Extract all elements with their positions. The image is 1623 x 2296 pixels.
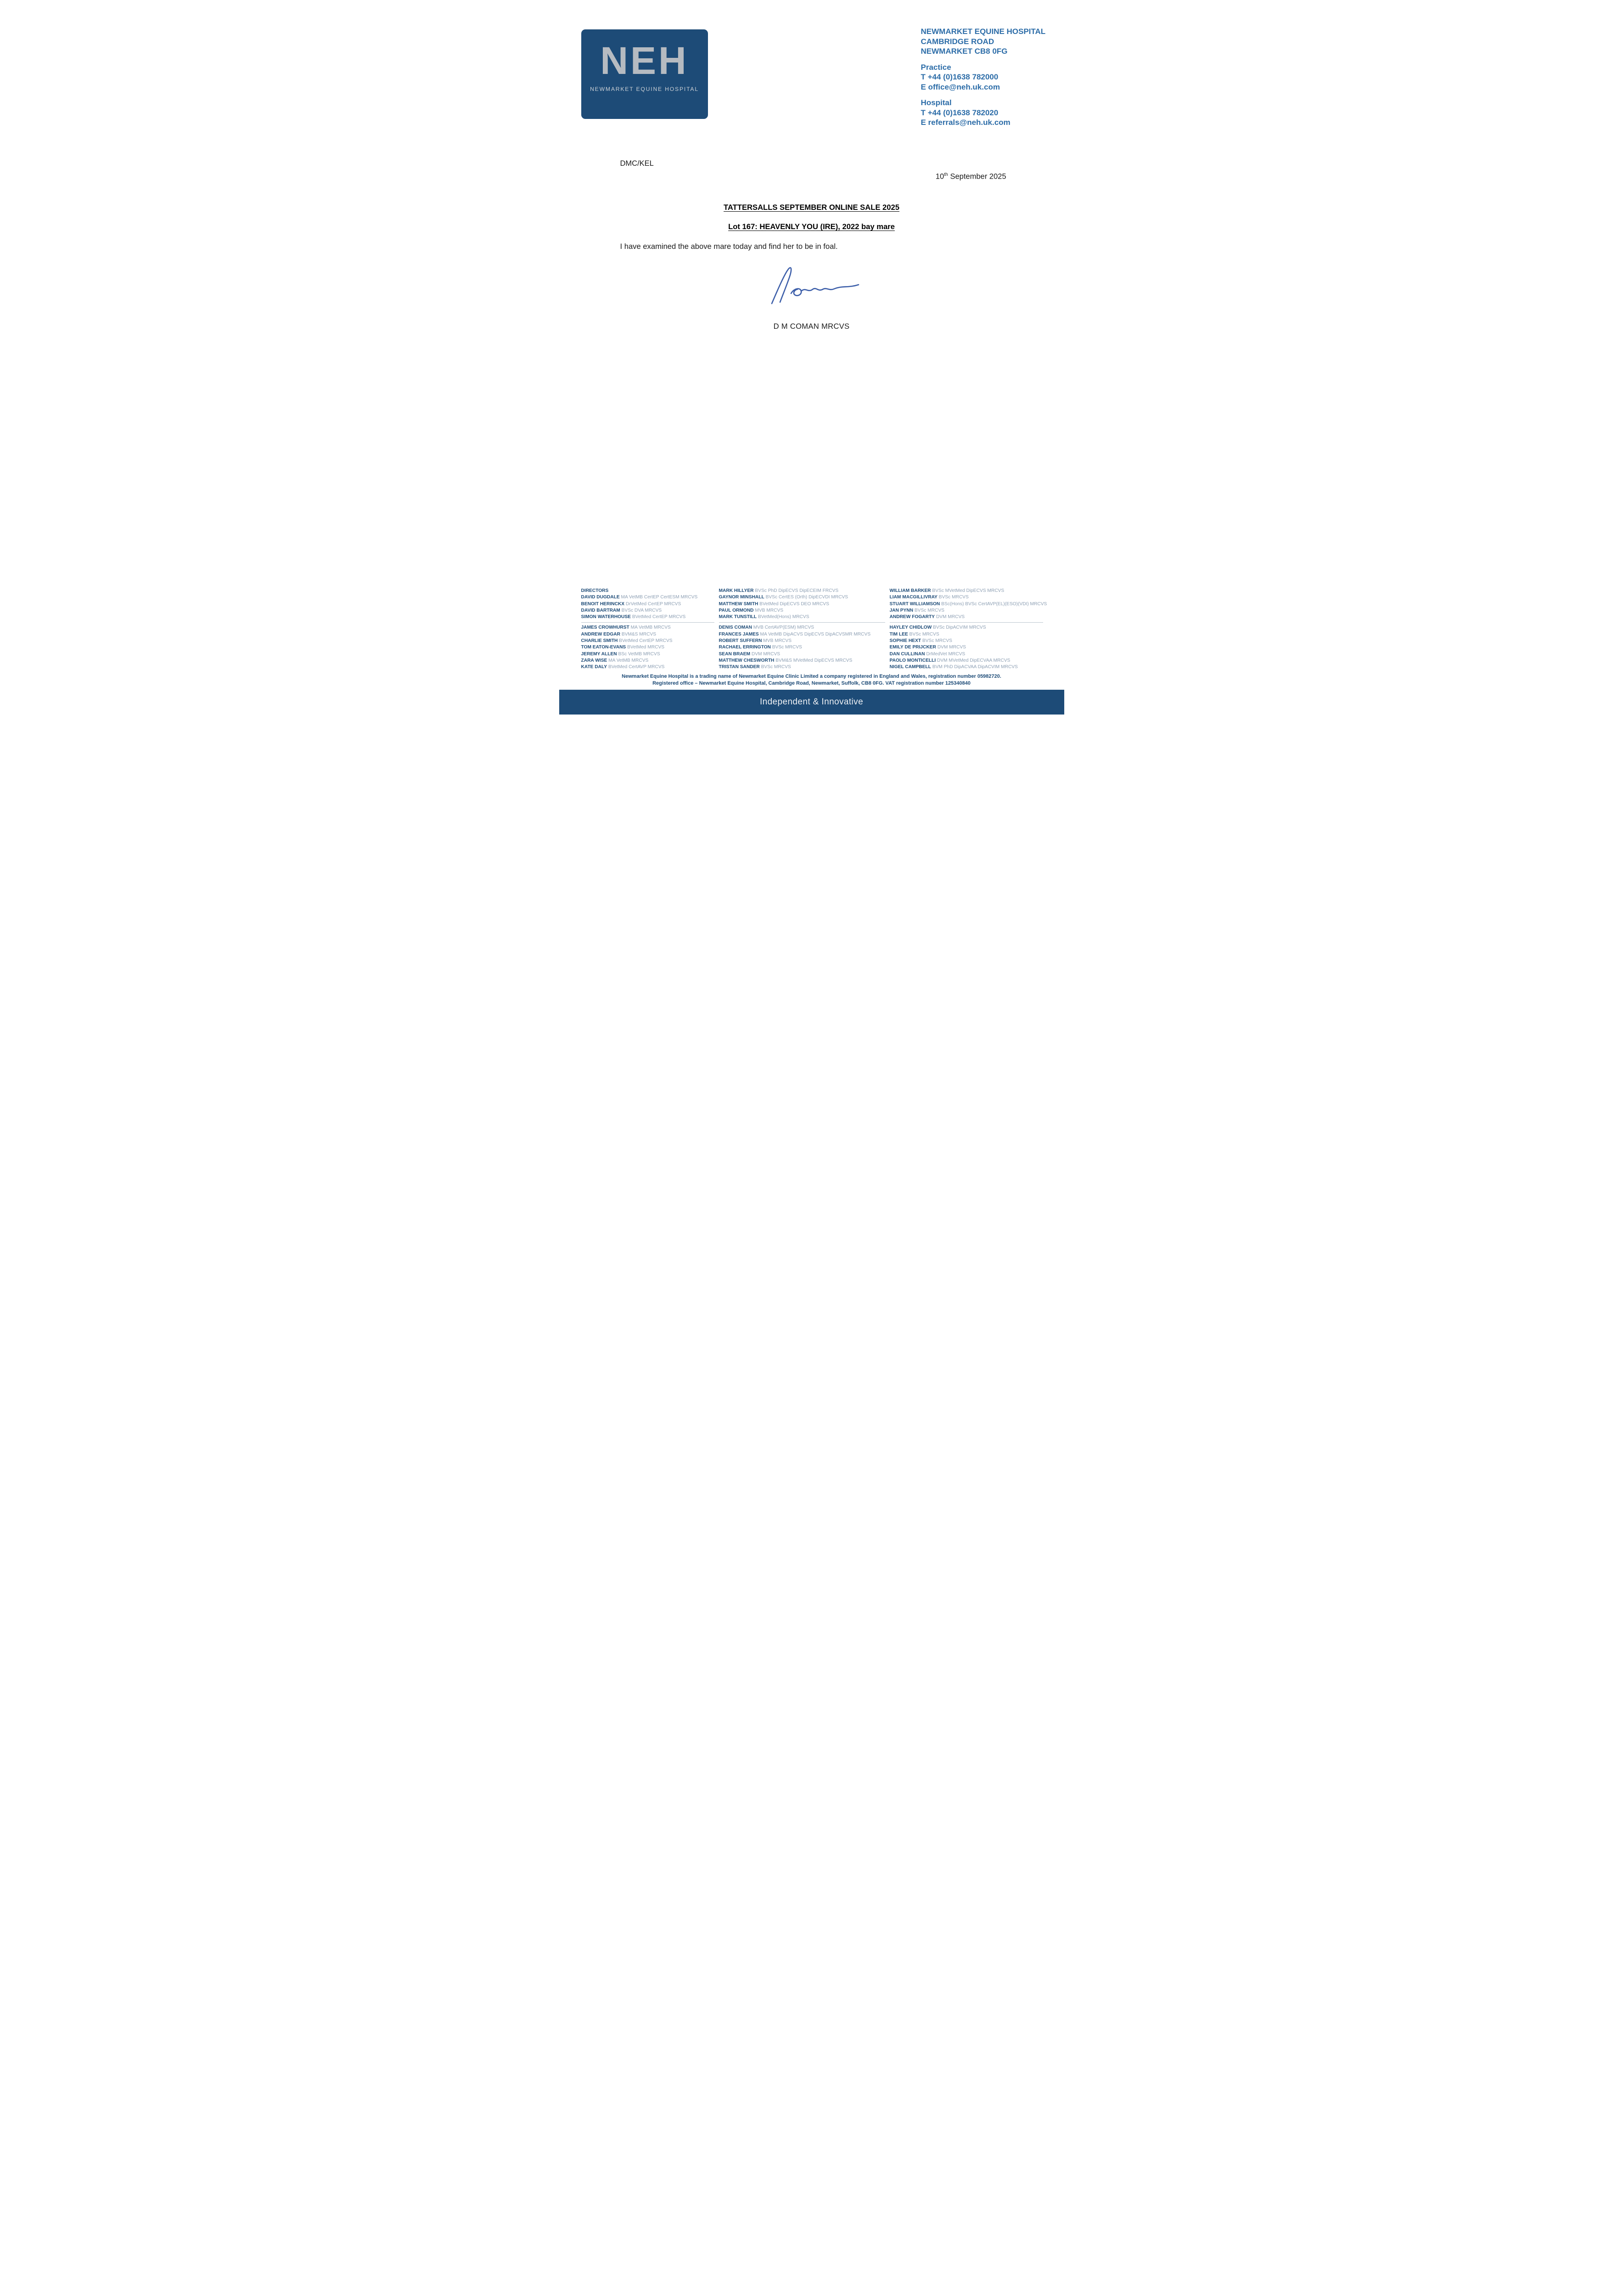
logo-hospital-name: NEWMARKET EQUINE HOSPITAL [590,86,699,92]
director-quals: MVB MRCVS [755,608,784,613]
director-name: NIGEL CAMPBELL [889,664,931,670]
director-entry [581,638,719,644]
director-name: DAVID DUGDALE [581,595,620,600]
director-list [581,625,719,670]
directors-column-2 [719,588,890,671]
director-list [890,625,1048,670]
practice-label: Practice [921,62,951,72]
director-name: LIAM MACGILLIVRAY [889,595,938,600]
director-quals: BVSc MRCVS [938,595,969,600]
directors-column-3 [890,588,1048,671]
director-entry [719,594,890,601]
date-rest: September 2025 [948,172,1006,181]
contact-gap [921,92,1046,98]
directors-heading: DIRECTORS [581,588,609,593]
director-name: MATTHEW CHESWORTH [719,658,775,663]
director-list [581,594,719,620]
director-quals: BVSc DipACVIM MRCVS [933,625,986,630]
letter-date [936,172,1006,181]
director-quals: DVM MRCVS [937,645,966,650]
practice-phone: T +44 (0)1638 782000 [921,73,999,81]
director-quals: DrVetMed CertEP MRCVS [625,601,681,607]
director-entry [581,625,719,631]
director-name: KATE DALY [581,664,607,670]
legal-text [559,673,1064,687]
director-name: TOM EATON-EVANS [581,645,626,650]
director-entry [890,631,1048,638]
director-name: SIMON WATERHOUSE [581,614,631,620]
director-name: MATTHEW SMITH [719,601,758,607]
director-name: SEAN BRAEM [719,651,750,657]
director-quals: BVSc MRCVS [922,638,952,644]
hospital-phone: T +44 (0)1638 782020 [921,108,999,117]
neh-logo [581,29,708,119]
contact-gap [921,56,1046,62]
director-quals: MA VetMB DipACVS DipECVS DipACVSMR MRCVS [760,631,871,637]
director-entry [890,608,1048,614]
director-quals: BSc(Hons) BVSc CertAVP(EL)(ESO)(VDI) MRCVS [941,601,1047,607]
director-name: MARK TUNSTILL [719,614,757,620]
legal-line-2: Registered office – Newmarket Equine Hospital, Cambridge Road, Newmarket, Suffolk, CB8 0FG. VAT registration number 125340840 [652,681,971,686]
director-entry [719,658,890,664]
director-name: PAOLO MONTICELLI [889,658,936,663]
director-entry [890,588,1048,594]
director-name: RACHAEL ERRINGTON [719,645,771,650]
contact-address-line-1: NEWMARKET EQUINE HOSPITAL [921,27,1046,36]
director-quals: DVM MRCVS [936,614,965,620]
director-name: WILLIAM BARKER [889,588,931,593]
director-quals: BVM&S MVetMed DipECVS MRCVS [775,658,853,663]
director-entry [719,625,890,631]
director-entry [719,631,890,638]
director-entry [581,664,719,670]
director-name: GAYNOR MINSHALL [719,595,764,600]
director-quals: MVB MRCVS [763,638,792,644]
director-name: JEREMY ALLEN [581,651,617,657]
director-name: ROBERT SUFFERN [719,638,762,644]
director-quals: BVSc MRCVS [761,664,791,670]
director-quals: BVSc MRCVS [772,645,802,650]
director-entry [890,614,1048,620]
director-entry [890,594,1048,601]
logo-acronym: NEH [600,39,689,82]
director-entry [890,625,1048,631]
directors-column-1 [581,588,719,671]
hospital-email: E referrals@neh.uk.com [921,118,1011,127]
director-quals: BVetMed CertEP MRCVS [632,614,686,620]
director-quals: BVSc MRCVS [914,608,944,613]
director-entry [719,608,890,614]
director-entry [581,594,719,601]
lot-title: Lot 167: HEAVENLY YOU (IRE), 2022 bay mare [728,222,895,231]
director-name: FRANCES JAMES [719,631,759,637]
date-ordinal-suffix: th [944,172,948,177]
director-quals: BVSc MVetMed DipECVS MRCVS [932,588,1005,593]
director-entry [890,601,1048,608]
director-entry [581,658,719,664]
directors-divider [719,622,885,623]
practice-email: E office@neh.uk.com [921,82,1000,91]
director-entry [581,601,719,608]
director-name: CHARLIE SMITH [581,638,618,644]
legal-line-1: Newmarket Equine Hospital is a trading name of Newmarket Equine Clinic Limited a company registered in England and Wales, registration number 05982720. [622,674,1001,679]
director-quals: BVSc PhD DipECVS DipECEIM FRCVS [755,588,839,593]
director-list [719,588,890,620]
contact-address-line-2: CAMBRIDGE ROAD [921,37,994,46]
director-quals: BVM&S MRCVS [621,631,657,637]
director-quals: DVM MVetMed DipECVAA MRCVS [937,658,1011,663]
sale-title: TATTERSALLS SEPTEMBER ONLINE SALE 2025 [724,203,899,212]
contact-address-line-3: NEWMARKET CB8 0FG [921,47,1008,56]
director-quals: BVetMed DipECVS DEO MRCVS [759,601,829,607]
director-entry [719,638,890,644]
director-quals: MVB CertAVP(ESM) MRCVS [753,625,814,630]
director-name: JAMES CROWHURST [581,625,629,630]
director-quals: MA VetMB MRCVS [608,658,649,663]
director-list [890,588,1048,620]
director-quals: MA VetMB MRCVS [630,625,671,630]
director-entry [581,644,719,651]
director-entry [719,651,890,658]
director-name: TIM LEE [889,631,908,637]
director-quals: BVSc CertES (Orth) DipECVDI MRCVS [765,595,848,600]
directors-footer [581,588,1048,671]
director-name: PAUL ORMOND [719,608,754,613]
director-quals: BVSc MRCVS [909,631,939,637]
director-quals: BVSc DVA MRCVS [621,608,662,613]
contact-block [921,27,1046,128]
director-entry [890,638,1048,644]
director-name: SOPHIE HEXT [889,638,921,644]
letter-reference: DMC/KEL [620,159,654,168]
director-name: HAYLEY CHIDLOW [889,625,932,630]
director-list [719,625,890,670]
directors-divider [581,622,714,623]
director-entry [719,644,890,651]
tagline-text: Independent & Innovative [759,697,864,707]
director-name: ZARA WISE [581,658,607,663]
date-day: 10 [935,172,944,181]
director-entry [890,651,1048,658]
director-name: JAN PYNN [889,608,914,613]
director-name: DENIS COMAN [719,625,752,630]
director-entry [719,664,890,670]
tagline-bar [559,690,1064,715]
director-entry [719,588,890,594]
director-entry [890,658,1048,664]
director-name: MARK HILLYER [719,588,754,593]
director-quals: BSc VetMB MRCVS [618,651,660,657]
director-entry [719,601,890,608]
director-entry [581,608,719,614]
director-quals: BVetMed(Hons) MRCVS [758,614,809,620]
director-quals: BVetMed CertEP MRCVS [619,638,673,644]
director-entry [581,614,719,620]
director-name: ANDREW EDGAR [581,631,620,637]
director-entry [890,664,1048,670]
letter-page [559,0,1064,715]
director-entry [581,631,719,638]
directors-divider [890,622,1043,623]
signatory-name: D M COMAN MRCVS [773,322,850,331]
director-name: STUART WILLIAMSON [889,601,940,607]
director-quals: MA VetMB CertEP CertESM MRCVS [621,595,698,600]
hospital-label: Hospital [921,98,952,107]
director-quals: BVM PhD DipACVAA DipACVIM MRCVS [932,664,1018,670]
director-name: TRISTAN SANDER [719,664,760,670]
director-name: EMILY DE PRIJCKER [889,645,936,650]
director-quals: BVetMed MRCVS [627,645,665,650]
director-name: DAN CULLINAN [889,651,925,657]
letter-body-text: I have examined the above mare today and find her to be in foal. [620,242,838,251]
director-name: ANDREW FOGARTY [889,614,935,620]
signature-image [764,264,862,308]
director-entry [890,644,1048,651]
director-entry [581,651,719,658]
director-name: BENOIT HERINCKX [581,601,625,607]
director-quals: BVetMed CertAVP MRCVS [608,664,665,670]
director-quals: DrMedVet MRCVS [926,651,966,657]
director-entry [719,614,890,620]
director-quals: DVM MRCVS [751,651,781,657]
director-name: DAVID BARTRAM [581,608,620,613]
